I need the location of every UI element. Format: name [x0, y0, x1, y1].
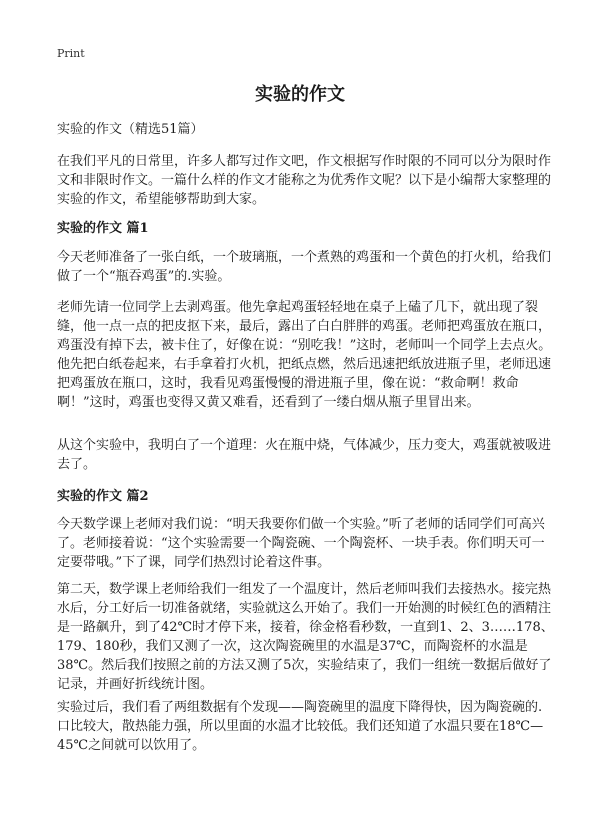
paragraph-text: 老师先请一位同学上去剥鸡蛋。他先拿起鸡蛋轻轻地在桌子上磕了几下，就出现了裂缝，他一点一点的把皮抠下来，最后，露出了白白胖胖的鸡蛋。老师把鸡蛋放在瓶口，鸡蛋没有掉下去，被卡住了，好像在说：“别吃我！”这时，老师叫一个同学上去点火。他先把白纸卷起来，右手拿着打火机，把纸点燃，然后迅速把纸放进瓶子里，老师迅速把鸡蛋放在瓶口，这时，我看见鸡蛋慢慢的滑进瓶子里，像在说：“救命啊！救命啊！”这时，鸡蛋也变得又黄又难看，还看到了一缕白烟从瓶子里冒出来。 — [57, 300, 552, 410]
paragraph-text: 实验过后，我们看了两组数据有个发现——陶瓷碗里的温度下降得快，因为陶瓷碗的.口比较大，散热能力强，所以里面的水温才比较低。我们还知道了水温只要在18℃—45℃之间就可以饮用了。 — [57, 700, 544, 753]
section-2-paragraph — [57, 580, 554, 694]
paragraph-text: 从这个实验中，我明白了一个道理：火在瓶中烧，气体减少，压力变大，鸡蛋就被吸进去了。 — [57, 438, 552, 472]
section-1-heading: 实验的作文 篇1 — [57, 221, 149, 236]
intro-text: 在我们平凡的日常里，许多人都写过作文吧，作文根据写作时限的不同可以分为限时作文和非限时作文。一篇什么样的作文才能称之为优秀作文呢？以下是小编帮大家整理的实验的作文，希望能够帮助到大家。 — [57, 154, 552, 207]
paragraph-text: 今天数学课上老师对我们说：“明天我要你们做一个实验。”听了老师的话同学们可高兴了。老师接着说：“这个实验需要一个陶瓷碗、一个陶瓷杯、一块手表。你们明天可一定要带哦。”下了课，同学们热烈讨论着这件事。 — [57, 517, 545, 570]
section-1-paragraph — [57, 436, 554, 474]
section-1-paragraph — [57, 248, 554, 286]
section-2-paragraph — [57, 515, 554, 572]
intro-paragraph — [57, 152, 554, 209]
page-title: 实验的作文 — [255, 84, 345, 105]
paragraph-text: 今天老师准备了一张白纸，一个玻璃瓶，一个煮熟的鸡蛋和一个黄色的打火机，给我们做了一个“瓶吞鸡蛋”的.实验。 — [57, 250, 552, 284]
document-subtitle: 实验的作文（精选51篇） — [57, 122, 204, 137]
section-1-paragraph — [57, 298, 554, 412]
section-2-heading: 实验的作文 篇2 — [57, 489, 149, 504]
section-2-paragraph — [57, 698, 554, 755]
print-link[interactable]: Print — [57, 47, 85, 60]
paragraph-text: 第二天，数学课上老师给我们一组发了一个温度计，然后老师叫我们去接热水。接完热水后，分工好后一切准备就绪，实验就这么开始了。我们一开始测的时候红色的酒精注是一路飙升，到了42℃时才停下来，接着，徐金格看秒数，一直到1、2、3……178、179、180秒，我们又测了一次，这次陶瓷碗里的水温是37℃，而陶瓷杯的水温是38℃。然后我们按照之前的方法又测了5次，实验结束了，我们一组统一数据后做好了记录，并画好折线统计图。 — [57, 582, 554, 692]
